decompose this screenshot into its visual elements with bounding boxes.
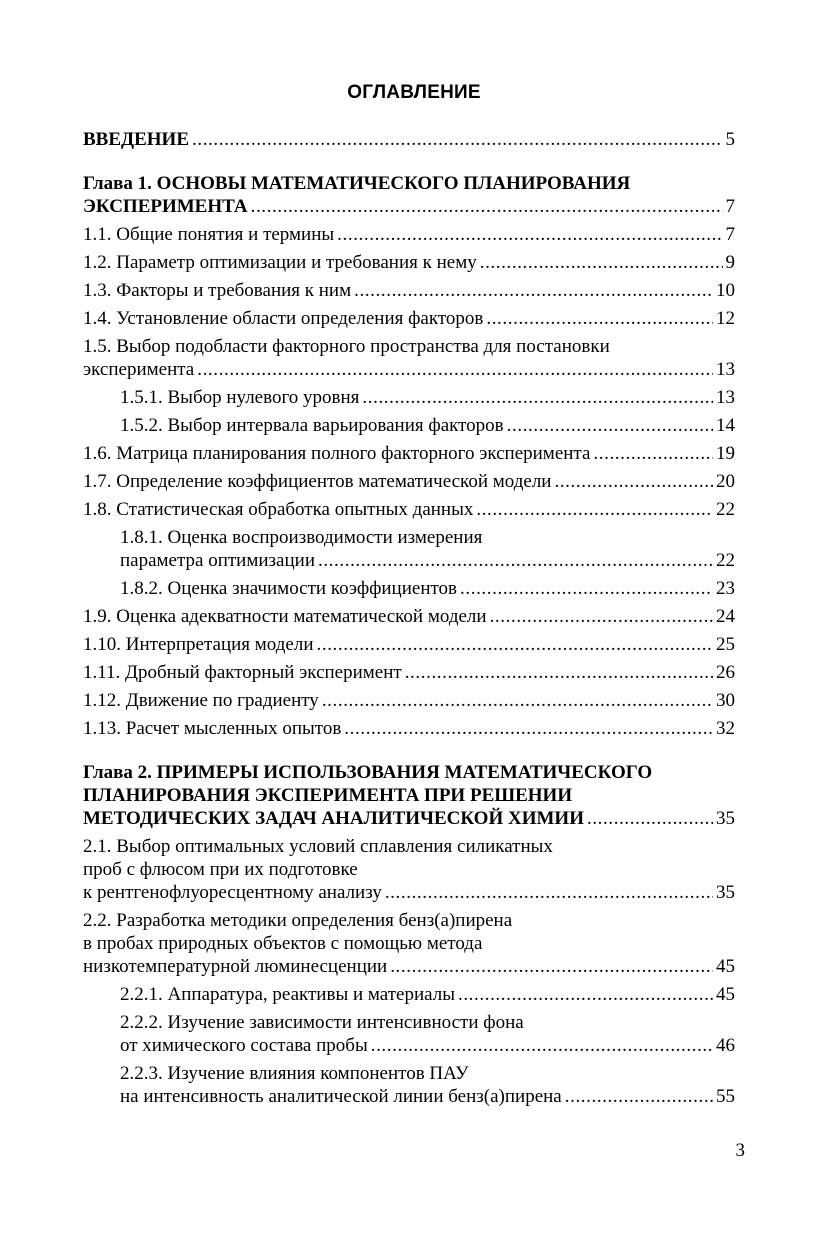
toc-entry-title-line: проб с флюсом при их подготовке — [83, 859, 358, 880]
toc-entry[interactable] — [83, 577, 735, 600]
toc-entry[interactable] — [83, 689, 735, 712]
toc-entry-title-line: 1.11. Дробный факторный эксперимент — [83, 662, 402, 683]
dot-leader — [337, 223, 722, 246]
toc-entry-title-line: 1.6. Матрица планирования полного факторного эксперимента — [83, 443, 591, 464]
toc-page-number: 32 — [716, 718, 735, 739]
toc-page-number: 19 — [716, 443, 735, 464]
toc-entry-title-line: низкотемпературной люминесценции — [83, 956, 388, 977]
toc-entry-title-line: 1.12. Движение по градиенту — [83, 690, 319, 711]
toc-entry-title-line: 2.2.2. Изучение зависимости интенсивности фона — [120, 1012, 524, 1033]
toc-entry-title-line: 1.4. Установление области определения факторов — [83, 308, 484, 329]
toc-entry-title-line: 1.13. Расчет мысленных опытов — [83, 718, 342, 739]
toc-page-number: 5 — [725, 129, 735, 150]
toc-page-number: 46 — [716, 1035, 735, 1056]
dot-leader — [390, 955, 713, 978]
dot-leader — [587, 807, 713, 830]
toc-page-number: 24 — [716, 606, 735, 627]
toc-page-number: 12 — [716, 308, 735, 329]
toc-page-number: 35 — [716, 808, 735, 829]
toc-entry-title-line: 1.5.2. Выбор интервала варьирования факторов — [120, 415, 504, 436]
dot-leader — [480, 251, 723, 274]
toc-entry[interactable] — [83, 909, 735, 978]
toc-page-number: 30 — [716, 690, 735, 711]
dot-leader — [362, 386, 713, 409]
dot-leader — [486, 307, 713, 330]
toc-entry-title-line: ЭКСПЕРИМЕНТА — [83, 196, 248, 217]
toc-chapter[interactable] — [83, 761, 735, 830]
toc-entry[interactable] — [83, 835, 735, 904]
toc-entry-title-line: Глава 2. ПРИМЕРЫ ИСПОЛЬЗОВАНИЯ МАТЕМАТИЧЕСКОГО — [83, 762, 653, 783]
toc-page-number: 25 — [716, 634, 735, 655]
toc-page-number: 45 — [716, 956, 735, 977]
dot-leader — [354, 279, 713, 302]
toc-entry-title-line: 2.2.3. Изучение влияния компонентов ПАУ — [120, 1063, 469, 1084]
toc-entry-title-line: на интенсивность аналитической линии бенз(а)пирена — [120, 1086, 562, 1107]
toc-page-number: 13 — [716, 359, 735, 380]
toc-page-number: 14 — [716, 415, 735, 436]
toc-entry-title-line: МЕТОДИЧЕСКИХ ЗАДАЧ АНАЛИТИЧЕСКОЙ ХИМИИ — [83, 808, 584, 829]
page-number: 3 — [735, 1140, 745, 1161]
dot-leader — [593, 442, 713, 465]
dot-leader — [460, 577, 713, 600]
toc-entry[interactable] — [83, 605, 735, 628]
toc-chapter[interactable] — [83, 172, 735, 218]
toc-entry-title-line: 1.5.1. Выбор нулевого уровня — [120, 387, 360, 408]
toc-page-number: 26 — [716, 662, 735, 683]
toc-entry[interactable] — [83, 386, 735, 409]
toc-entry-title-line: 1.8.1. Оценка воспроизводимости измерения — [120, 527, 483, 548]
toc-entry-title-line: от химического состава пробы — [120, 1035, 368, 1056]
toc-entry-title-line: 2.1. Выбор оптимальных условий сплавления силикатных — [83, 836, 553, 857]
toc-entry-title-line: Глава 1. ОСНОВЫ МАТЕМАТИЧЕСКОГО ПЛАНИРОВАНИЯ — [83, 173, 631, 194]
toc-entry[interactable] — [83, 526, 735, 572]
toc-entry[interactable] — [83, 633, 735, 656]
toc-entry-title-line: в пробах природных объектов с помощью метода — [83, 933, 483, 954]
toc-chapter[interactable] — [83, 128, 735, 151]
dot-leader — [251, 195, 723, 218]
dot-leader — [458, 983, 713, 1006]
toc-entry[interactable] — [83, 498, 735, 521]
toc-page-number: 23 — [716, 578, 735, 599]
dot-leader — [490, 605, 713, 628]
toc-entry[interactable] — [83, 223, 735, 246]
table-of-contents — [83, 128, 735, 1108]
toc-page-number: 7 — [725, 196, 735, 217]
toc-entry-title-line: параметра оптимизации — [120, 550, 315, 571]
toc-page-number: 55 — [716, 1086, 735, 1107]
toc-entry[interactable] — [83, 442, 735, 465]
dot-leader — [554, 470, 713, 493]
toc-entry-title-line: 1.7. Определение коэффициентов математической модели — [83, 471, 552, 492]
toc-entry[interactable] — [83, 251, 735, 274]
dot-leader — [371, 1034, 713, 1057]
toc-page-number: 45 — [716, 984, 735, 1005]
dot-leader — [318, 549, 713, 572]
dot-leader — [507, 414, 713, 437]
dot-leader — [317, 633, 714, 656]
toc-entry[interactable] — [83, 279, 735, 302]
dot-leader — [385, 881, 713, 904]
toc-page-number: 13 — [716, 387, 735, 408]
toc-entry-title-line: 1.8.2. Оценка значимости коэффициентов — [120, 578, 458, 599]
toc-entry-title-line: 1.9. Оценка адекватности математической модели — [83, 606, 487, 627]
toc-page-number: 20 — [716, 471, 735, 492]
dot-leader — [344, 717, 713, 740]
toc-entry[interactable] — [83, 717, 735, 740]
dot-leader — [322, 689, 713, 712]
toc-page-number: 22 — [716, 550, 735, 571]
toc-page-number: 9 — [725, 252, 735, 273]
toc-page-number: 7 — [725, 224, 735, 245]
toc-entry[interactable] — [83, 1062, 735, 1108]
toc-entry-title-line: к рентгенофлуоресцентному анализу — [83, 882, 382, 903]
dot-leader — [476, 498, 713, 521]
toc-entry-title-line: 2.2. Разработка методики определения бенз(а)пирена — [83, 910, 513, 931]
toc-entry-title-line: 1.10. Интерпретация модели — [83, 634, 314, 655]
dot-leader — [405, 661, 713, 684]
toc-entry-title-line: ПЛАНИРОВАНИЯ ЭКСПЕРИМЕНТА ПРИ РЕШЕНИИ — [83, 785, 573, 806]
toc-entry-title-line: 2.2.1. Аппаратура, реактивы и материалы — [120, 984, 455, 1005]
toc-entry[interactable] — [83, 335, 735, 381]
toc-entry-title-line: 1.1. Общие понятия и термины — [83, 224, 335, 245]
dot-leader — [197, 358, 713, 381]
toc-entry[interactable] — [83, 1011, 735, 1057]
toc-entry[interactable] — [83, 470, 735, 493]
toc-page-number: 35 — [716, 882, 735, 903]
toc-entry-title-line: эксперимента — [83, 359, 195, 380]
dot-leader — [565, 1085, 713, 1108]
toc-page-number: 10 — [716, 280, 735, 301]
toc-entry-title-line: 1.5. Выбор подобласти факторного пространства для постановки — [83, 336, 610, 357]
dot-leader — [192, 128, 723, 151]
toc-entry-title-line: 1.3. Факторы и требования к ним — [83, 280, 352, 301]
toc-entry-title-line: ВВЕДЕНИЕ — [83, 129, 189, 150]
toc-entry[interactable] — [83, 661, 735, 684]
toc-entry[interactable] — [83, 983, 735, 1006]
toc-entry-title-line: 1.2. Параметр оптимизации и требования к нему — [83, 252, 477, 273]
toc-entry-title-line: 1.8. Статистическая обработка опытных данных — [83, 499, 474, 520]
toc-page-number: 22 — [716, 499, 735, 520]
page-title: ОГЛАВЛЕНИЕ — [347, 82, 481, 103]
toc-entry[interactable] — [83, 414, 735, 437]
toc-entry[interactable] — [83, 307, 735, 330]
